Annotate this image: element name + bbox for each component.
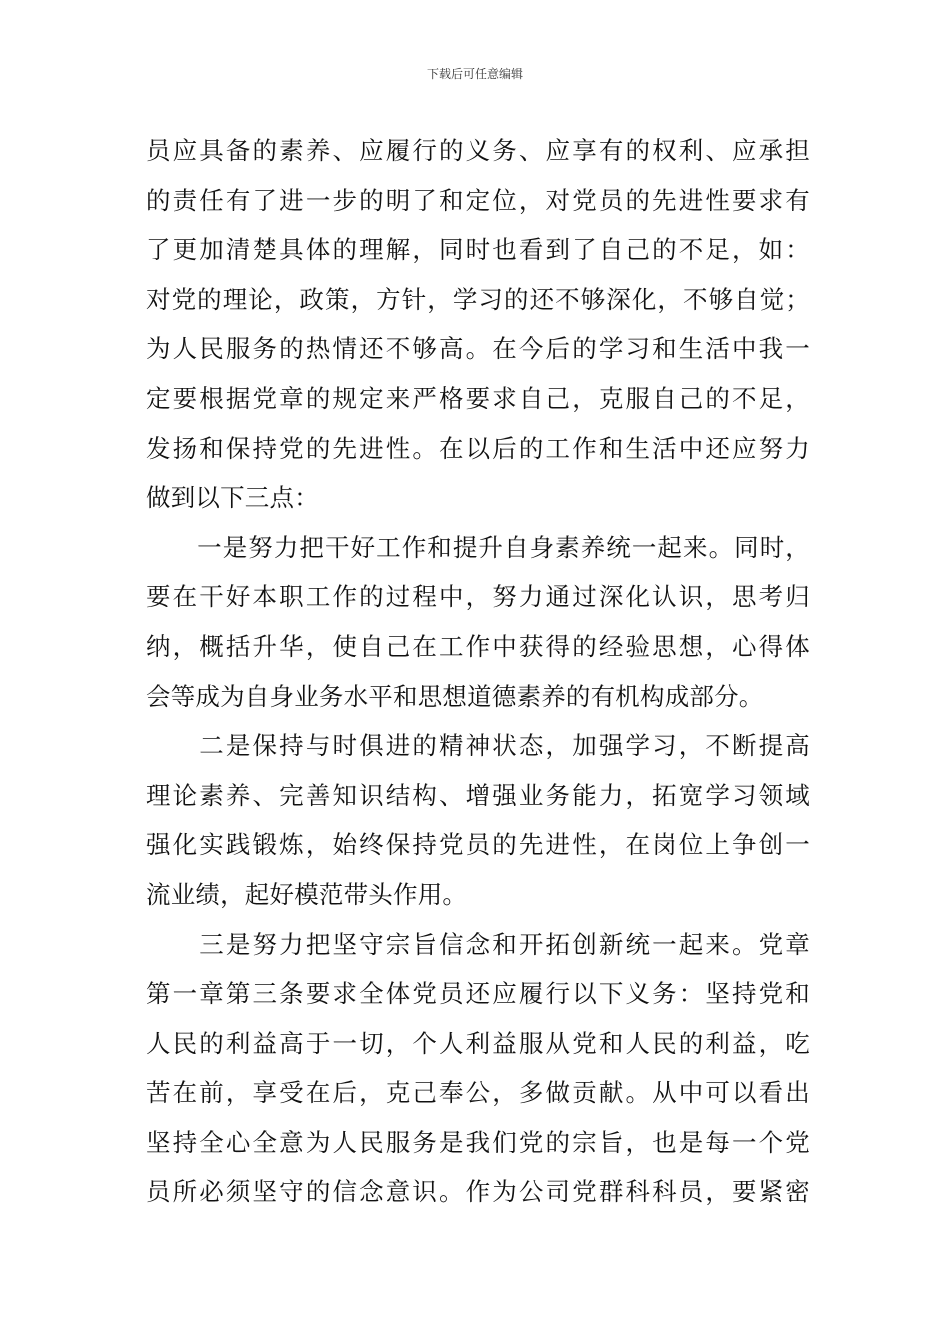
text-line-9: 一是努力把干好工作和提升自身素养统一起来。同时， <box>146 532 810 562</box>
text-line-8: 做到以下三点： <box>146 483 319 513</box>
text-line-7: 发扬和保持党的先进性。在以后的工作和生活中还应努力 <box>146 433 810 463</box>
text-line-20: 苦在前，享受在后，克己奉公，多做贡献。从中可以看出 <box>146 1078 810 1108</box>
document-body <box>146 126 810 1217</box>
text-line-14: 理论素养、完善知识结构、增强业务能力，拓宽学习领域 <box>146 780 810 810</box>
text-line-22: 员所必须坚守的信念意识。作为公司党群科科员，要紧密 <box>146 1177 810 1207</box>
text-line-5: 为人民服务的热情还不够高。在今后的学习和生活中我一 <box>146 334 810 364</box>
text-line-12: 会等成为自身业务水平和思想道德素养的有机构成部分。 <box>146 681 764 711</box>
text-line-19: 人民的利益高于一切，个人利益服从党和人民的利益，吃 <box>146 1028 810 1058</box>
text-line-2: 的责任有了进一步的明了和定位，对党员的先进性要求有 <box>146 185 810 215</box>
text-line-4: 对党的理论，政策，方针，学习的还不够深化，不够自觉； <box>146 284 810 314</box>
text-line-16: 流业绩，起好模范带头作用。 <box>146 879 468 909</box>
text-line-10: 要在干好本职工作的过程中，努力通过深化认识，思考归 <box>146 582 810 612</box>
text-line-15: 强化实践锻炼，始终保持党员的先进性，在岗位上争创一 <box>146 830 810 860</box>
text-line-11: 纳，概括升华，使自己在工作中获得的经验思想，心得体 <box>146 631 810 661</box>
page-header: 下载后可任意编辑 <box>426 67 523 81</box>
text-line-6: 定要根据党章的规定来严格要求自己，克服自己的不足， <box>146 383 810 413</box>
text-line-13: 二是保持与时俱进的精神状态，加强学习，不断提高 <box>146 731 810 761</box>
text-line-17: 三是努力把坚守宗旨信念和开拓创新统一起来。党章 <box>146 929 810 959</box>
text-line-18: 第一章第三条要求全体党员还应履行以下义务：坚持党和 <box>146 979 810 1009</box>
text-line-3: 了更加清楚具体的理解，同时也看到了自己的不足，如： <box>146 235 810 265</box>
text-line-1: 员应具备的素养、应履行的义务、应享有的权利、应承担 <box>146 136 810 165</box>
text-line-21: 坚持全心全意为人民服务是我们党的宗旨，也是每一个党 <box>146 1127 810 1157</box>
